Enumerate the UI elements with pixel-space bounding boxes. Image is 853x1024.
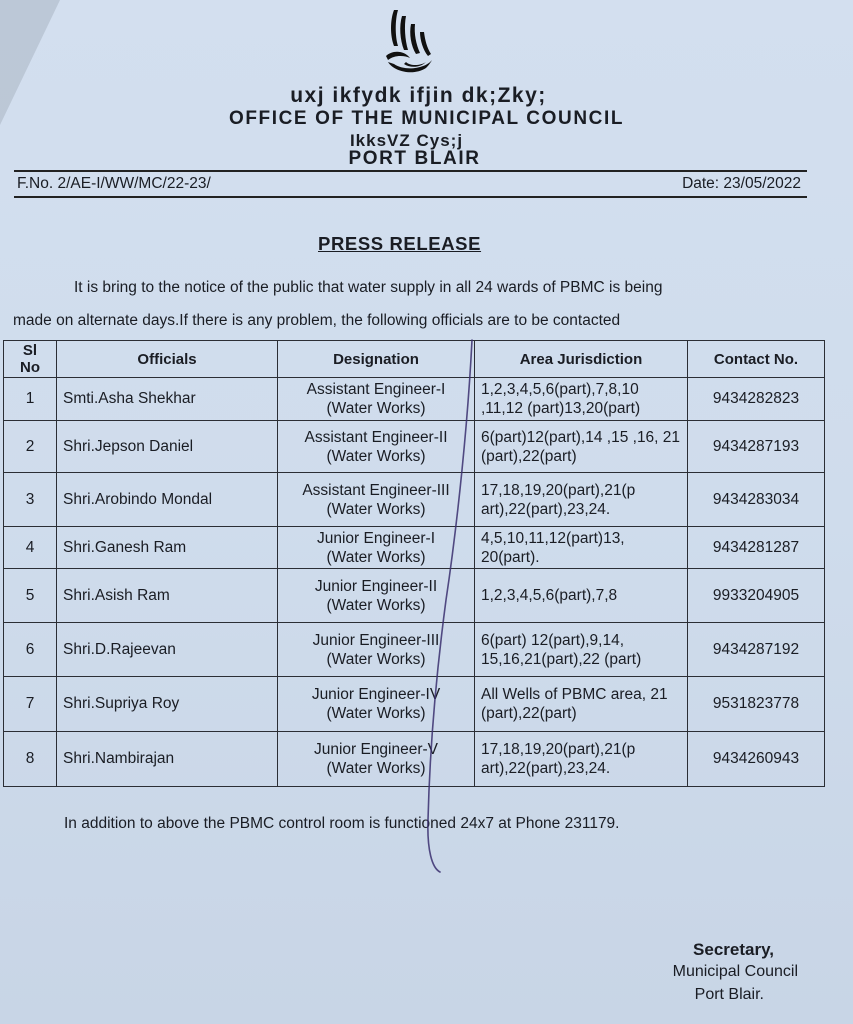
cell-contact: 9434260943 xyxy=(688,732,825,787)
cell-official: Shri.Arobindo Mondal xyxy=(57,473,278,527)
designation-dept: (Water Works) xyxy=(326,500,426,518)
cell-designation xyxy=(278,473,475,527)
header-office-title: OFFICE OF THE MUNICIPAL COUNCIL xyxy=(228,108,625,129)
officials-table xyxy=(3,340,825,787)
cell-contact: 9434287193 xyxy=(688,421,825,473)
cell-area: 1,2,3,4,5,6(part),7,8 xyxy=(475,569,688,623)
cell-official: Shri.Nambirajan xyxy=(57,732,278,787)
signatory-title: Secretary, xyxy=(693,940,774,959)
press-release-title: PRESS RELEASE xyxy=(318,233,482,254)
body-line-1: It is bring to the notice of the public that water supply in all 24 wards of PBMC is being xyxy=(74,279,663,296)
table-row xyxy=(4,378,825,421)
cell-area: 6(part) 12(part),9,14, 15,16,21(part),22 (part) xyxy=(475,623,688,677)
cell-designation xyxy=(278,378,475,421)
designation-dept: (Water Works) xyxy=(326,760,426,777)
body-line-2: made on alternate days.If there is any problem, the following officials are to be contacted xyxy=(13,312,621,329)
header-hindi-line2: IkksVZ Cys;j xyxy=(349,131,464,150)
header-sl-no xyxy=(4,341,57,378)
cell-area: 4,5,10,11,12(part)13, 20(part). xyxy=(475,527,688,569)
table-row xyxy=(4,569,825,623)
designation-dept: (Water Works) xyxy=(326,705,426,722)
issue-date: Date: 23/05/2022 xyxy=(682,175,801,192)
control-room-note: In addition to above the PBMC control room is functioned 24x7 at Phone 231179. xyxy=(64,815,620,832)
cell-designation xyxy=(278,677,475,732)
cell-official: Shri.Supriya Roy xyxy=(57,677,278,732)
cell-area: 17,18,19,20(part),21(p art),22(part),23,24. xyxy=(475,473,688,527)
cell-contact: 9933204905 xyxy=(688,569,825,623)
header-sl: Sl xyxy=(22,342,38,359)
cell-designation xyxy=(278,732,475,787)
cell-sl: 8 xyxy=(4,732,57,787)
cell-sl: 2 xyxy=(4,421,57,473)
cell-sl: 5 xyxy=(4,569,57,623)
designation-dept: (Water Works) xyxy=(326,447,426,465)
table-row xyxy=(4,732,825,787)
reference-line xyxy=(14,170,807,198)
cell-sl: 6 xyxy=(4,623,57,677)
cell-contact: 9434282823 xyxy=(688,378,825,421)
designation-dept: (Water Works) xyxy=(326,650,426,668)
cell-sl: 7 xyxy=(4,677,57,732)
designation-title: Assistant Engineer-I xyxy=(306,381,446,398)
cell-official: Shri.Asish Ram xyxy=(57,569,278,623)
table-row xyxy=(4,527,825,569)
cell-sl: 1 xyxy=(4,378,57,421)
signatory-place: Port Blair. xyxy=(694,986,764,1003)
designation-dept: (Water Works) xyxy=(326,400,426,417)
cell-sl: 4 xyxy=(4,527,57,569)
cell-official: Shri.Jepson Daniel xyxy=(57,421,278,473)
cell-area: 6(part)12(part),14 ,15 ,16, 21 (part),22(part) xyxy=(475,421,688,473)
file-number: F.No. 2/AE-I/WW/MC/22-23/ xyxy=(17,175,211,192)
designation-title: Junior Engineer-IV xyxy=(311,686,441,703)
cell-official: Shri.D.Rajeevan xyxy=(57,623,278,677)
cell-official: Smti.Asha Shekhar xyxy=(57,378,278,421)
header-city: PORT BLAIR xyxy=(348,148,481,169)
cell-contact: 9434287192 xyxy=(688,623,825,677)
cell-designation xyxy=(278,527,475,569)
cell-area: All Wells of PBMC area, 21 (part),22(part) xyxy=(475,677,688,732)
cell-sl: 3 xyxy=(4,473,57,527)
header-hindi-line1: uxj ikfydk ifjin dk;Zky; xyxy=(290,84,547,107)
header-no: No xyxy=(20,359,40,376)
table-header-row xyxy=(4,341,825,378)
table-row xyxy=(4,473,825,527)
cell-area: 17,18,19,20(part),21(p art),22(part),23,24. xyxy=(475,732,688,787)
designation-title: Junior Engineer-III xyxy=(312,631,440,649)
designation-title: Assistant Engineer-II xyxy=(304,428,448,446)
designation-title: Junior Engineer-V xyxy=(313,741,439,758)
table-row xyxy=(4,677,825,732)
cell-designation xyxy=(278,421,475,473)
designation-dept: (Water Works) xyxy=(326,548,426,566)
cell-contact: 9531823778 xyxy=(688,677,825,732)
designation-dept: (Water Works) xyxy=(326,596,426,614)
cell-designation xyxy=(278,623,475,677)
designation-title: Assistant Engineer-III xyxy=(302,481,450,499)
header-designation: Designation xyxy=(278,341,475,378)
cell-contact: 9434283034 xyxy=(688,473,825,527)
header-contact: Contact No. xyxy=(688,341,825,378)
cell-official: Shri.Ganesh Ram xyxy=(57,527,278,569)
cell-area: 1,2,3,4,5,6(part),7,8,10 ,11,12 (part)13,20(part) xyxy=(475,378,688,421)
cell-contact: 9434281287 xyxy=(688,527,825,569)
header-officials: Officials xyxy=(57,341,278,378)
designation-title: Junior Engineer-II xyxy=(314,577,438,595)
signatory-office: Municipal Council xyxy=(672,963,798,980)
municipal-council-logo-icon xyxy=(380,6,442,82)
table-row xyxy=(4,623,825,677)
designation-title: Junior Engineer-I xyxy=(316,529,436,547)
cell-designation xyxy=(278,569,475,623)
table-row xyxy=(4,421,825,473)
header-area: Area Jurisdiction xyxy=(475,341,688,378)
